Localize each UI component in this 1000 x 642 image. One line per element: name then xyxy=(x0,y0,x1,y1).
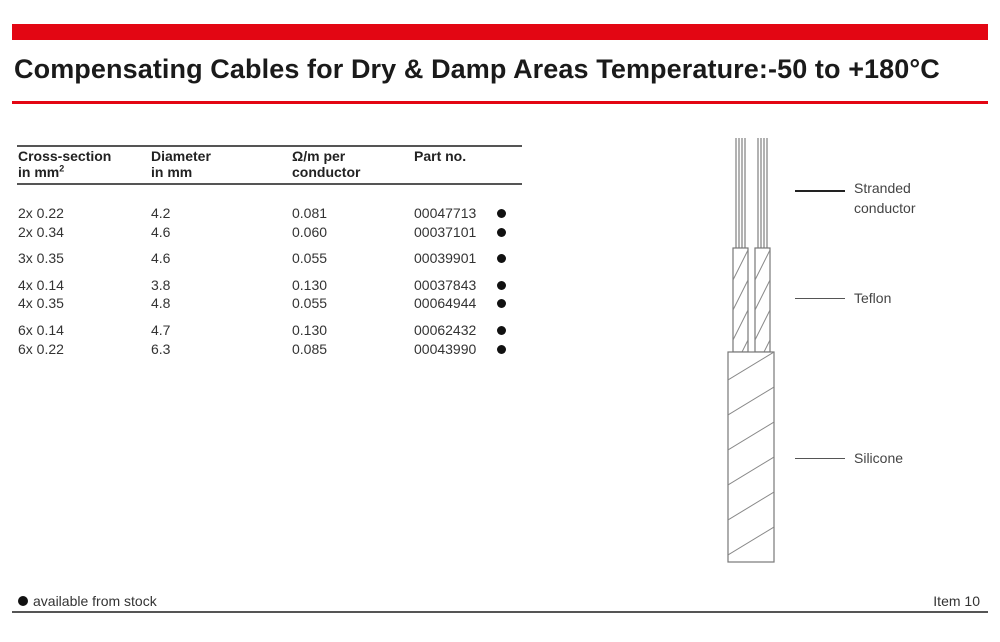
stock-dot-icon xyxy=(497,209,506,218)
cell-ohm: 0.130 xyxy=(292,322,328,338)
label-stranded-conductor xyxy=(854,178,915,218)
stock-dot-icon xyxy=(497,299,506,308)
header-cross-section xyxy=(18,148,111,180)
cell-diameter: 4.7 xyxy=(151,322,171,338)
page-title: Compensating Cables for Dry & Damp Areas Temperature:-50 to +180°C xyxy=(14,54,940,84)
cell-ohm: 0.130 xyxy=(292,277,328,293)
label-silicone: Silicone xyxy=(854,450,904,466)
cell-diameter: 4.8 xyxy=(151,295,171,311)
stranded-leader-line xyxy=(795,190,845,192)
footer-rule xyxy=(12,611,988,613)
cell-ohm: 0.055 xyxy=(292,250,328,266)
silicone-leader-line xyxy=(795,458,845,459)
cell-part-no: 00037843 xyxy=(414,277,477,293)
header-diameter-line2: in mm xyxy=(151,164,193,180)
header-part-no xyxy=(414,148,466,164)
cell-diameter: 4.6 xyxy=(151,224,171,240)
cell-cross-section: 6x 0.22 xyxy=(18,341,64,357)
cell-part-no: 00037101 xyxy=(414,224,477,240)
cell-cross-section: 4x 0.35 xyxy=(18,295,64,311)
stranded-conductor-wires xyxy=(736,138,767,248)
cell-cross-section: 6x 0.14 xyxy=(18,322,64,338)
header-ohm-line1: Ω/m per xyxy=(292,148,346,164)
label-teflon: Teflon xyxy=(854,290,892,306)
top-accent-bar xyxy=(12,24,988,40)
stock-legend-text: available from stock xyxy=(33,593,157,609)
cell-ohm: 0.055 xyxy=(292,295,328,311)
cell-part-no: 00064944 xyxy=(414,295,477,311)
cell-part-no: 00043990 xyxy=(414,341,477,357)
stock-dot-icon xyxy=(497,345,506,354)
table-top-rule xyxy=(17,145,522,147)
stock-dot-icon xyxy=(497,281,506,290)
header-ohm xyxy=(292,148,360,180)
cell-ohm: 0.085 xyxy=(292,341,328,357)
header-diameter xyxy=(151,148,211,180)
label-stranded-line1: Stranded xyxy=(854,180,911,196)
item-number: Item 10 xyxy=(933,593,980,609)
header-part-no-line1: Part no. xyxy=(414,148,467,164)
cell-part-no: 00062432 xyxy=(414,322,477,338)
cell-ohm: 0.081 xyxy=(292,205,328,221)
cell-diameter: 4.2 xyxy=(151,205,171,221)
cell-part-no: 00047713 xyxy=(414,205,477,221)
teflon-leader-line xyxy=(795,298,845,299)
silicone-jacket xyxy=(728,352,774,562)
stock-legend-dot-icon xyxy=(18,596,28,606)
cell-cross-section: 2x 0.22 xyxy=(18,205,64,221)
cell-diameter: 6.3 xyxy=(151,341,171,357)
cell-diameter: 3.8 xyxy=(151,277,171,293)
cell-part-no: 00039901 xyxy=(414,250,477,266)
header-diameter-line1: Diameter xyxy=(151,148,211,164)
cell-cross-section: 2x 0.34 xyxy=(18,224,64,240)
cell-cross-section: 4x 0.14 xyxy=(18,277,64,293)
cell-diameter: 4.6 xyxy=(151,250,171,266)
header-cross-section-line1: Cross-section xyxy=(18,148,112,164)
cable-diagram xyxy=(700,130,820,566)
title-rule xyxy=(12,101,988,104)
table-header-rule xyxy=(17,183,522,185)
label-stranded-line2: conductor xyxy=(854,200,916,216)
stock-dot-icon xyxy=(497,228,506,237)
stock-dot-icon xyxy=(497,326,506,335)
header-cross-section-line2: in mm xyxy=(18,164,60,180)
cell-ohm: 0.060 xyxy=(292,224,328,240)
header-ohm-line2: conductor xyxy=(292,164,361,180)
stock-dot-icon xyxy=(497,254,506,263)
header-superscript: 2 xyxy=(59,163,65,174)
cell-cross-section: 3x 0.35 xyxy=(18,250,64,266)
